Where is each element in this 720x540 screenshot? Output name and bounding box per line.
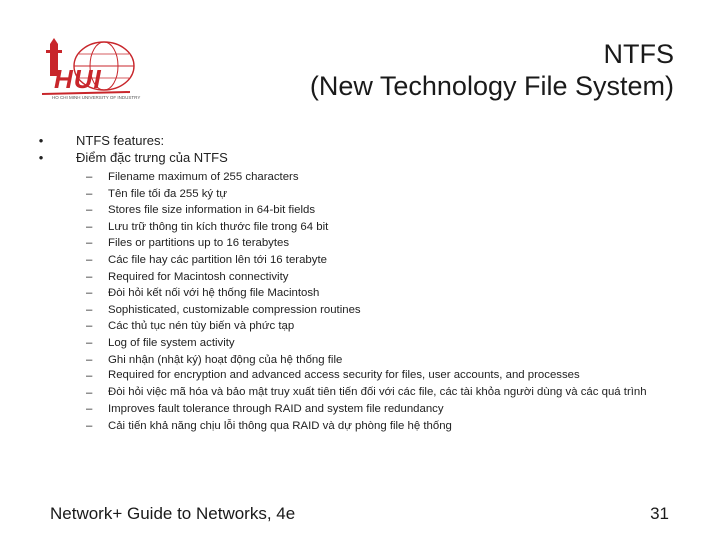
footer-book-title: Network+ Guide to Networks, 4e [50,504,296,523]
dash-icon: – [86,386,93,399]
list-item: – Stores file size information in 64-bit fields [34,202,694,219]
slide-title [174,38,674,102]
list-item: – Các thủ tục nén tùy biến và phức tạp [34,318,694,335]
feature-list [34,169,694,434]
list-item: – Lưu trữ thông tin kích thước file trong 64 bit [34,219,694,236]
logo-subtitle: HO CHI MINH UNIVERSITY OF INDUSTRY [52,95,141,100]
content-area [34,132,694,434]
university-logo [34,36,141,108]
bullet-icon: • [38,150,44,165]
dash-icon: – [86,220,93,233]
dash-icon: – [86,187,93,200]
dash-icon: – [86,320,93,333]
dash-icon: – [86,370,93,383]
dash-icon: – [86,237,93,250]
list-item: – Sophisticated, customizable compression routines [34,302,694,319]
list-item: – Log of file system activity [34,335,694,352]
list-item: – Các file hay các partition lên tới 16 terabyte [34,252,694,269]
list-item: – Đòi hỏi việc mã hóa và bảo mật truy xuất tiên tiến đối với các file, các tài khỏa người dùng và các quá trình [34,385,694,402]
dash-icon: – [86,403,93,416]
bullet-label: NTFS features: [76,133,165,148]
title-line-1: NTFS [603,39,674,69]
dash-icon: – [86,270,93,283]
dash-icon: – [86,353,93,366]
dash-icon: – [86,303,93,316]
list-item: – Filename maximum of 255 characters [34,169,694,186]
title-line-2: (New Technology File System) [309,71,674,101]
dash-icon: – [86,287,93,300]
dash-icon: – [86,253,93,266]
list-item: – Improves fault tolerance through RAID and system file redundancy [34,401,694,418]
list-item: – Tên file tối đa 255 ký tự [34,186,694,203]
list-item: – Files or partitions up to 16 terabytes [34,235,694,252]
dash-icon: – [86,204,93,217]
bullet-icon: • [38,133,44,148]
list-item: – Cải tiến khả năng chịu lỗi thông qua RAID và dự phòng file hệ thống [34,418,694,435]
list-item: – Required for Macintosh connectivity [34,269,694,286]
bullet-item [34,132,694,149]
bullet-label: Điểm đặc trưng của NTFS [76,150,228,165]
logo-text: HUI [54,64,102,94]
list-item: – Required for encryption and advanced access security for files, user accounts, and processes [34,368,694,385]
list-item: – Ghi nhận (nhật ký) hoạt động của hệ thống file [34,352,694,369]
dash-icon: – [86,171,93,183]
bullet-item [34,149,694,166]
dash-icon: – [86,336,93,349]
dash-icon: – [86,419,93,432]
list-item: – Đòi hỏi kết nối với hệ thống file Macintosh [34,285,694,302]
page-number: 31 [650,504,669,523]
